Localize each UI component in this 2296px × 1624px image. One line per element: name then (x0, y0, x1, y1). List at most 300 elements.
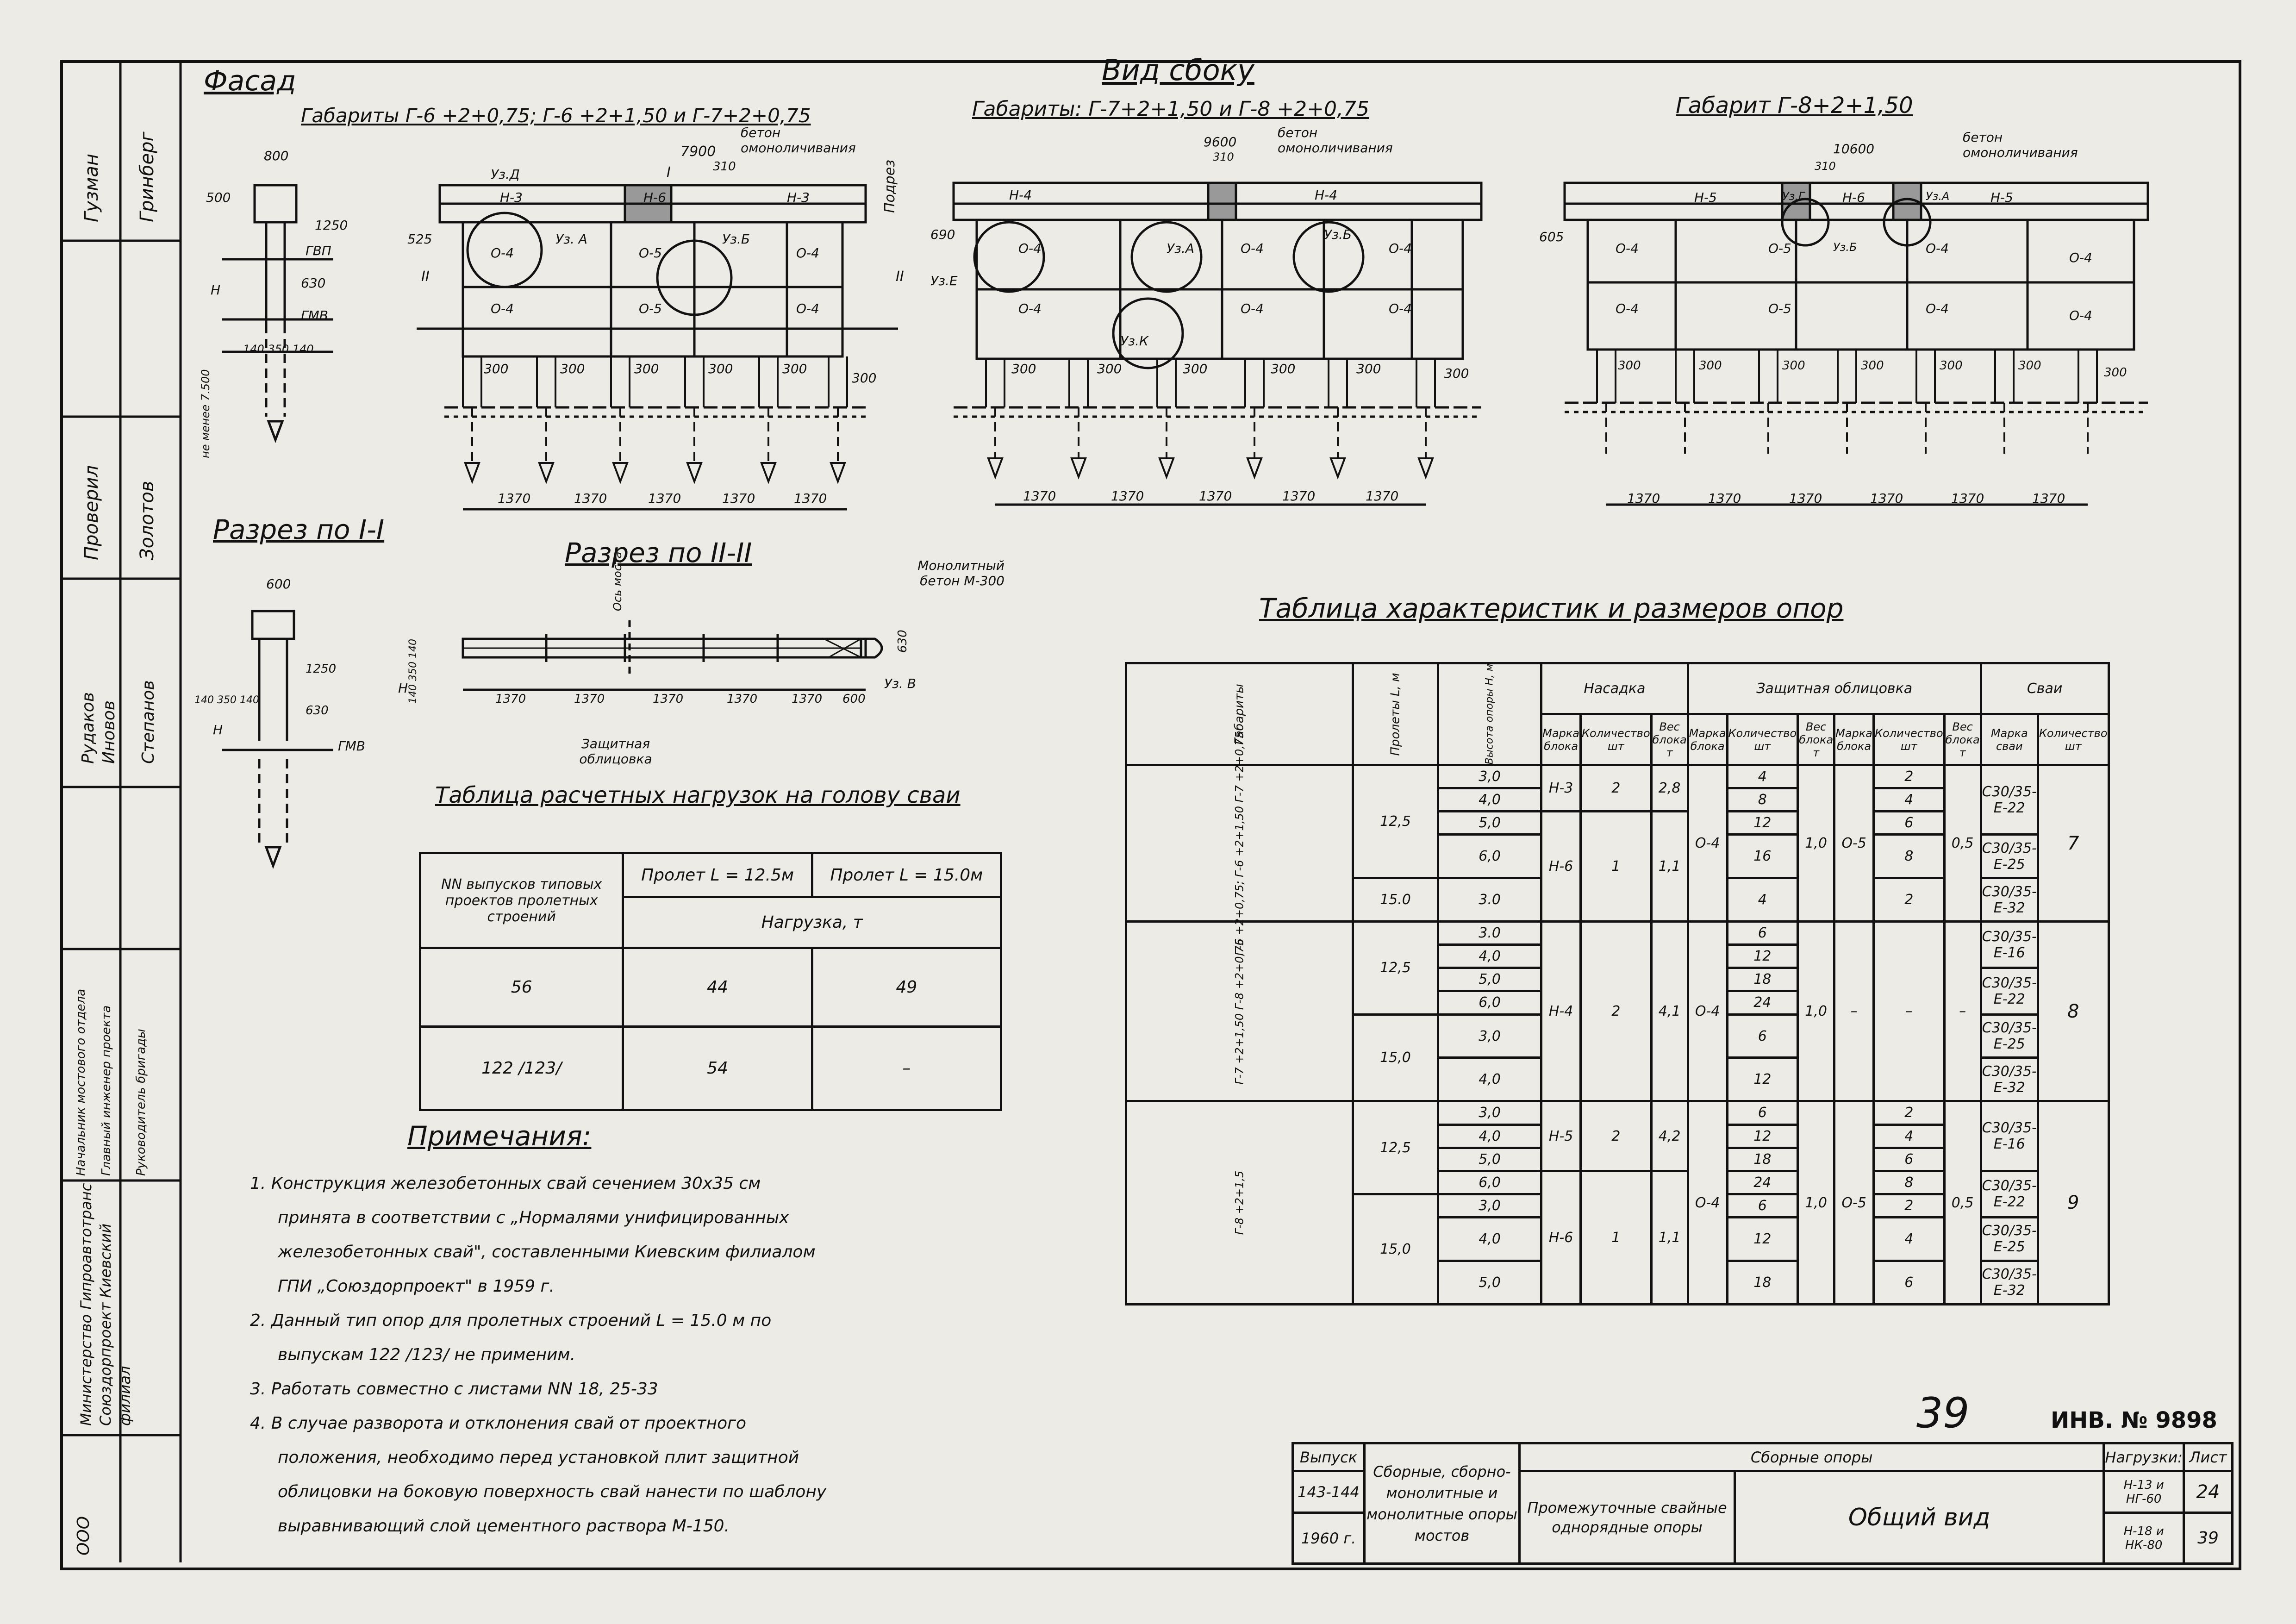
load-cell-l150: 49 (812, 948, 1001, 1027)
char-svai: С30/35-Е-32 (1981, 1058, 2038, 1101)
char-h-kol: Количество шт (1581, 714, 1652, 765)
vid-sboku-1370-2: 1370 (1111, 488, 1144, 504)
g8-300-5: 300 (1940, 359, 1963, 373)
vid-sboku-1370-1: 1370 (1023, 488, 1056, 504)
char-n-marka: Н-3 (1541, 765, 1581, 812)
char-n-kol: 2 (1581, 765, 1652, 812)
g8-dim-310: 310 (1815, 160, 1836, 173)
tb-collection: Сборные, сборно-монолитные и монолитные опоры мостов (1365, 1443, 1520, 1564)
fasad-title: Фасад (204, 65, 296, 97)
tb-vypusk: 143-144 (1293, 1471, 1365, 1513)
g8-n6: Н-6 (1842, 190, 1865, 205)
fasad-gabarity: Габариты Г-6 +2+0,75; Г-6 +2+1,50 и Г-7+2+0,75 (301, 104, 811, 127)
char-h-marka: Марка блока (1688, 714, 1727, 765)
note-line: принята в соответствии с „Нормалями унифицированных (278, 1208, 789, 1227)
char-L: 12,5 (1353, 765, 1438, 878)
vid-sboku-o4-4: О-4 (1018, 301, 1042, 316)
char-o-marka: О-4 (1688, 922, 1727, 1101)
char-o-kol: 12 (1727, 1058, 1798, 1101)
char-h-vysota: Высота опоры Н, м (1484, 663, 1496, 765)
char-svai: С30/35-Е-32 (1981, 878, 2038, 922)
g8-o4-6: О-4 (2069, 308, 2092, 323)
char-svai: С30/35-Е-32 (1981, 1261, 2038, 1304)
vid-sboku-o4-2: О-4 (1241, 241, 1264, 256)
razrez-ii-d630: 630 (896, 630, 910, 653)
char-p-marka: О-5 (1834, 1101, 1874, 1305)
table-row (1126, 1101, 2109, 1124)
char-h-ves: Вес блока т (1944, 714, 1981, 765)
razrez-ii-1370-1: 1370 (495, 692, 526, 706)
vid-sboku-o4-6: О-4 (1389, 301, 1412, 316)
char-n-marka: Н-6 (1541, 812, 1581, 922)
char-n-marka: Н-6 (1541, 1171, 1581, 1304)
char-o-kol: 6 (1727, 922, 1798, 945)
g8-o4-3: О-4 (2069, 250, 2092, 265)
razrez-ii-1370-2: 1370 (574, 692, 605, 706)
char-o-ves: 1,0 (1798, 1101, 1834, 1305)
char-p-kol: 8 (1874, 1171, 1945, 1194)
note-line: облицовки на боковую поверхность свай нанести по шаблону (278, 1482, 827, 1501)
char-table (1125, 662, 2110, 1305)
razrez-ii-left-dims: 140 350 140 (407, 639, 419, 704)
razrez-i-d600: 600 (266, 576, 291, 592)
vid-sboku-dim-300-1: 300 (1011, 361, 1036, 376)
side-d630: 630 (301, 275, 326, 291)
char-p-ves: 0,5 (1944, 765, 1981, 922)
note-line: 1. Конструкция железобетонных свай сечением 30х35 см (250, 1174, 761, 1193)
g8-o4-5: О-4 (1926, 301, 1949, 316)
razrez-ii-monolit: Монолитный бетон М-300 (917, 558, 1004, 588)
char-o-kol: 4 (1727, 878, 1798, 922)
vid-sboku-o4-1: О-4 (1018, 241, 1042, 256)
char-h-gabarity: Габариты (1232, 683, 1247, 745)
load-table (419, 852, 1002, 1111)
char-L: 12,5 (1353, 1101, 1438, 1194)
char-h-nasadka: Насадка (1541, 663, 1688, 714)
char-H: 5,0 (1438, 968, 1541, 991)
load-cell-l150: – (812, 1027, 1001, 1110)
load-cell-issue: 122 /123/ (420, 1027, 623, 1110)
fasad-uz-a: Уз. А (555, 231, 587, 247)
g8-1370-2: 1370 (1708, 491, 1741, 506)
fasad-dim-1370-1: 1370 (498, 491, 531, 506)
side-bottom-dims: 140 350 140 (243, 343, 314, 356)
char-p-kol: 6 (1874, 812, 1945, 835)
side-d800: 800 (264, 148, 289, 163)
g8-beton: бетон омоноличивания (1963, 130, 2078, 160)
g8-uz-a: Уз.А (1926, 190, 1950, 203)
char-H: 3.0 (1438, 922, 1541, 945)
stamp-org-text: Министерство Гипроавтотранс Союздорпроект Киевский филиал (77, 1183, 134, 1426)
char-p-kol: 2 (1874, 1101, 1945, 1124)
fasad-dim-7900: 7900 (680, 144, 716, 160)
vid-sboku-beton: бетон омоноличивания (1278, 125, 1393, 156)
g8-uz-g: Уз.Г (1782, 190, 1805, 203)
load-table-header-load: Нагрузка, т (623, 897, 1001, 948)
g8-title: Габарит Г-8+2+1,50 (1676, 93, 1913, 119)
fasad-block-n3-left: Н-3 (500, 190, 523, 205)
load-table-title: Таблица расчетных нагрузок на голову сваи (435, 782, 961, 808)
char-svai-kol: 7 (2038, 765, 2109, 922)
table-row (1126, 922, 2109, 945)
fasad-uz-d: Уз.Д (491, 167, 520, 182)
char-L: 15,0 (1353, 1194, 1438, 1304)
g8-1370-3: 1370 (1789, 491, 1822, 506)
stamp-name-grinberg: Гринберг (137, 131, 158, 222)
g8-1370-5: 1370 (1951, 491, 1984, 506)
char-h-prolety: Пролеты L, м (1388, 672, 1403, 756)
char-n-ves: 1,1 (1651, 812, 1688, 922)
char-o-kol: 4 (1727, 765, 1798, 788)
char-p-kol: 2 (1874, 765, 1945, 788)
g8-n5-1: Н-5 (1694, 190, 1717, 205)
tb-vypusk-label: Выпуск (1293, 1443, 1365, 1471)
char-o-ves: 1,0 (1798, 765, 1834, 922)
vid-sboku-uz-k: Уз.К (1120, 333, 1148, 349)
char-svai: С30/35-Е-25 (1981, 835, 2038, 878)
table-row (1126, 765, 2109, 788)
stamp-name-zolotov: Золотов (137, 481, 158, 560)
stamp-name-proveril: Проверил (81, 465, 102, 560)
char-p-ves: 0,5 (1944, 1101, 1981, 1305)
vid-sboku-title: Вид сбоку (1102, 53, 1254, 87)
fasad-dim-1370-5: 1370 (794, 491, 827, 506)
char-o-kol: 12 (1727, 1217, 1798, 1261)
razrez-ii-1370-3: 1370 (653, 692, 684, 706)
fasad-dim-1370-2: 1370 (574, 491, 607, 506)
char-H: 5,0 (1438, 1261, 1541, 1304)
tb-section: Сборные опоры (1520, 1443, 2104, 1471)
vid-sboku-1370-5: 1370 (1366, 488, 1399, 504)
fasad-block-o4-2: О-4 (796, 245, 819, 261)
char-H: 3,0 (1438, 1101, 1541, 1124)
stamp-role-1: Начальник мостового отдела (74, 988, 88, 1176)
char-o-kol: 18 (1727, 968, 1798, 991)
char-svai: С30/35-Е-16 (1981, 1101, 2038, 1171)
char-H: 3,0 (1438, 1194, 1541, 1217)
char-H: 5,0 (1438, 1148, 1541, 1171)
char-n-kol: 2 (1581, 922, 1652, 1101)
char-n-ves: 4,1 (1651, 922, 1688, 1101)
vid-sboku-dim-300-4: 300 (1271, 361, 1296, 376)
vid-sboku-n4-1: Н-4 (1009, 187, 1032, 203)
char-p-kol: 2 (1874, 878, 1945, 922)
g8-o4-1: О-4 (1616, 241, 1639, 256)
char-L: 15,0 (1353, 1014, 1438, 1101)
vid-sboku-1370-3: 1370 (1199, 488, 1232, 504)
side-d1250: 1250 (315, 218, 348, 233)
char-o-kol: 24 (1727, 1171, 1798, 1194)
razrez-i-d1250: 1250 (306, 662, 337, 676)
char-n-ves: 2,8 (1651, 765, 1688, 812)
side-gvp: ГВП (306, 243, 331, 258)
vid-sboku-uz-b: Уз.Б (1324, 227, 1352, 242)
char-H: 3,0 (1438, 765, 1541, 788)
vid-sboku-1370-4: 1370 (1282, 488, 1316, 504)
g8-300-3: 300 (1782, 359, 1805, 373)
g8-300-6: 300 (2018, 359, 2041, 373)
char-H: 3,0 (1438, 1014, 1541, 1058)
g8-uz-b: Уз.Б (1833, 241, 1857, 254)
char-H: 6,0 (1438, 991, 1541, 1014)
g8-o4-2: О-4 (1926, 241, 1949, 256)
char-p-kol: 4 (1874, 1217, 1945, 1261)
g8-300-7: 300 (2104, 366, 2127, 380)
table-row (420, 948, 1001, 1027)
vid-sboku-uz-e: Уз.Е (930, 273, 958, 288)
char-o-kol: 12 (1727, 1124, 1798, 1148)
stamp-role-3: Руководитель бригады (134, 1029, 148, 1176)
notes-list (250, 1167, 991, 1543)
char-p-ves: – (1944, 922, 1981, 1101)
razrez-ii-1370-4: 1370 (727, 692, 758, 706)
note-line: 3. Работать совместно с листами NN 18, 25-33 (250, 1380, 658, 1399)
char-n-kol: 1 (1581, 1171, 1652, 1304)
char-p-kol: 8 (1874, 835, 1945, 878)
char-svai: С30/35-Е-22 (1981, 1171, 2038, 1217)
side-ne-menee: не менее 7.500 (199, 369, 212, 458)
char-H: 3.0 (1438, 878, 1541, 922)
char-o-kol: 6 (1727, 1194, 1798, 1217)
fasad-block-o4-4: О-4 (796, 301, 819, 316)
g8-300-2: 300 (1699, 359, 1722, 373)
char-h-svai: Сваи (1981, 663, 2109, 714)
char-o-ves: 1,0 (1798, 922, 1834, 1101)
char-L: 12,5 (1353, 922, 1438, 1014)
fasad-sec-i: I (667, 164, 671, 181)
fasad-block-n6: Н-6 (643, 190, 666, 205)
tb-loads-label: Нагрузки: (2104, 1443, 2184, 1471)
fasad-pile-300-5: 300 (782, 361, 807, 376)
razrez-i-d630: 630 (306, 704, 329, 718)
char-svai: С30/35-Е-16 (1981, 922, 2038, 968)
fasad-block-o5-1: О-5 (639, 245, 662, 261)
char-h-oblicovka: Защитная облицовка (1688, 663, 1981, 714)
tb-list-label: Лист (2184, 1443, 2233, 1471)
tb-loads1: Н-13 и НГ-60 (2104, 1471, 2184, 1513)
razrez-ii-zashchitnaya: Защитная облицовка (579, 736, 652, 767)
g8-o4-4: О-4 (1616, 301, 1639, 316)
char-n-kol: 2 (1581, 1101, 1652, 1171)
char-H: 4,0 (1438, 788, 1541, 812)
char-H: 6,0 (1438, 1171, 1541, 1194)
char-h-ves: Вес блока т (1651, 714, 1688, 765)
vid-sboku-dim-310: 310 (1213, 150, 1234, 163)
inventory-number: ИНВ. № 9898 (2051, 1407, 2217, 1433)
g8-o5-2: О-5 (1768, 301, 1791, 316)
vid-sboku-uz-a: Уз.А (1167, 241, 1195, 256)
razrez-ii-title: Разрез по II-II (565, 537, 752, 568)
g8-300-1: 300 (1618, 359, 1641, 373)
char-p-marka: – (1834, 922, 1874, 1101)
fasad-sec-ii-right: II (896, 269, 904, 285)
char-gabarit: Г-6 +2+0,75; Г-6 +2+1,50 Г-7 +2+0,75 (1233, 731, 1246, 956)
char-h-kol-svai: Количество шт (2038, 714, 2109, 765)
char-p-kol: 2 (1874, 1194, 1945, 1217)
char-n-marka: Н-4 (1541, 922, 1581, 1101)
char-o-kol: 24 (1727, 991, 1798, 1014)
load-table-header-span1: Пролет L = 12.5м (623, 853, 812, 897)
stamp-name-inovov: Иновов (100, 700, 119, 764)
razrez-i-gmv: ГМВ (338, 738, 365, 754)
char-L: 15.0 (1353, 878, 1438, 922)
fasad-pile-300-1: 300 (484, 361, 509, 376)
char-gabarit: Г-8 +2+1,5 (1233, 1170, 1246, 1235)
char-p-kol: 6 (1874, 1148, 1945, 1171)
char-table-title: Таблица характеристик и размеров опор (1259, 593, 1844, 624)
char-H: 4,0 (1438, 945, 1541, 968)
tb-subsection: Промежуточные свайные однорядные опоры (1520, 1471, 1735, 1564)
fasad-pile-300-3: 300 (634, 361, 659, 376)
note-line: положения, необходимо перед установкой плит защитной (278, 1448, 799, 1467)
char-H: 5,0 (1438, 812, 1541, 835)
char-p-kol: 6 (1874, 1261, 1945, 1304)
stamp-org (76, 1167, 135, 1426)
char-o-marka: О-4 (1688, 765, 1727, 922)
note-line: 4. В случае разворота и отклонения свай от проектного (250, 1414, 747, 1433)
char-h-marka-svai: Марка сваи (1981, 714, 2038, 765)
note-line: выравнивающий слой цементного раствора М-150. (278, 1517, 730, 1536)
char-p-kol: 4 (1874, 1124, 1945, 1148)
fasad-sec-ii-left: II (421, 269, 430, 285)
char-svai: С30/35-Е-22 (1981, 765, 2038, 835)
char-p-kol: 4 (1874, 788, 1945, 812)
load-cell-l125: 54 (623, 1027, 812, 1110)
char-o-kol: 12 (1727, 945, 1798, 968)
fasad-dim-310: 310 (713, 160, 736, 174)
vid-sboku-o4-3: О-4 (1389, 241, 1412, 256)
char-svai: С30/35-Е-25 (1981, 1014, 2038, 1058)
char-svai-kol: 9 (2038, 1101, 2109, 1305)
char-o-kol: 6 (1727, 1014, 1798, 1058)
table-row (420, 1027, 1001, 1110)
razrez-i-h: Н (213, 722, 223, 737)
vid-sboku-dim-300-3: 300 (1183, 361, 1208, 376)
load-table-header-issues: NN выпусков типовых проектов пролетных строений (420, 853, 623, 948)
razrez-i-title: Разрез по I-I (213, 514, 385, 545)
g8-1370-1: 1370 (1627, 491, 1660, 506)
char-o-kol: 8 (1727, 788, 1798, 812)
char-n-ves: 1,1 (1651, 1171, 1688, 1304)
vid-sboku-dim-300-6: 300 (1444, 366, 1469, 381)
vid-sboku-n4-2: Н-4 (1315, 187, 1337, 203)
fasad-pile-300-2: 300 (560, 361, 585, 376)
razrez-ii-uz-v: Уз. В (884, 676, 916, 691)
char-p-marka: О-5 (1834, 765, 1874, 922)
char-svai: С30/35-Е-22 (1981, 968, 2038, 1014)
char-p-kol: – (1874, 922, 1945, 1101)
g8-1370-4: 1370 (1870, 491, 1903, 506)
fasad-podrez: Подрез (882, 159, 898, 213)
tb-year: 1960 г. (1293, 1513, 1365, 1564)
g8-n5-2: Н-5 (1990, 190, 2013, 205)
note-line: выпускам 122 /123/ не применим. (278, 1345, 576, 1364)
char-o-marka: О-4 (1688, 1101, 1727, 1305)
char-H: 4,0 (1438, 1124, 1541, 1148)
fasad-block-o4-3: О-4 (491, 301, 514, 316)
char-H: 6,0 (1438, 835, 1541, 878)
side-h: Н (211, 282, 221, 298)
char-h-marka: Марка блока (1541, 714, 1581, 765)
char-h-kol: Количество шт (1727, 714, 1798, 765)
tb-name: Общий вид (1735, 1471, 2104, 1564)
char-h-marka: Марка блока (1834, 714, 1874, 765)
char-o-kol: 18 (1727, 1261, 1798, 1304)
vid-sboku-o4-5: О-4 (1241, 301, 1264, 316)
load-cell-issue: 56 (420, 948, 623, 1027)
vid-sboku-dim-300-5: 300 (1356, 361, 1381, 376)
char-n-ves: 4,2 (1651, 1101, 1688, 1171)
tb-loads2: Н-18 и НК-80 (2104, 1513, 2184, 1564)
fasad-pile-300-4: 300 (708, 361, 733, 376)
char-svai: С30/35-Е-25 (1981, 1217, 2038, 1261)
stamp-name-guzman: Гузман (81, 153, 102, 222)
fasad-dim-1370-3: 1370 (648, 491, 681, 506)
char-o-kol: 12 (1727, 812, 1798, 835)
char-o-kol: 6 (1727, 1101, 1798, 1124)
fasad-beton-label: бетон омоноличивания (741, 125, 856, 156)
razrez-i-dims: 140 350 140 (194, 694, 259, 706)
razrez-ii-1370-5: 1370 (792, 692, 823, 706)
vid-sboku-dim-300-2: 300 (1097, 361, 1122, 376)
stamp-code: ООО (74, 1516, 93, 1555)
load-table-header-span2: Пролет L = 15.0м (812, 853, 1001, 897)
g8-o5-1: О-5 (1768, 241, 1791, 256)
g8-300-4: 300 (1861, 359, 1884, 373)
note-line: 2. Данный тип опор для пролетных строений L = 15.0 м по (250, 1311, 772, 1330)
char-o-kol: 18 (1727, 1148, 1798, 1171)
vid-sboku-gabarity: Габариты: Г-7+2+1,50 и Г-8 +2+0,75 (972, 97, 1369, 121)
fasad-block-o4-1: О-4 (491, 245, 514, 261)
char-h-ves: Вес блока т (1798, 714, 1834, 765)
fasad-dim-525: 525 (407, 231, 432, 247)
razrez-ii-os-mosta: Ось моста (611, 551, 624, 611)
char-gabarit: Г-7 +2+1,50 Г-8 +2+0,75 (1233, 938, 1246, 1085)
char-H: 4,0 (1438, 1217, 1541, 1261)
g8-1370-6: 1370 (2032, 491, 2065, 506)
note-line: железобетонных свай", составленными Киевским филиалом (278, 1243, 816, 1262)
fasad-block-o5-2: О-5 (639, 301, 662, 316)
stamp-role-2: Главный инженер проекта (100, 1005, 113, 1176)
stamp-name-stepanov: Степанов (139, 680, 158, 764)
vid-sboku-dim-690: 690 (930, 227, 955, 242)
char-n-marka: Н-5 (1541, 1101, 1581, 1171)
note-line: ГПИ „Союздорпроект" в 1959 г. (278, 1277, 555, 1296)
fasad-pile-300-6: 300 (852, 370, 877, 386)
sheet-number: 39 (1916, 1389, 1970, 1437)
load-cell-l125: 44 (623, 948, 812, 1027)
char-svai-kol: 8 (2038, 922, 2109, 1101)
g8-dim-605: 605 (1539, 229, 1564, 244)
tb-list-no: 24 (2184, 1471, 2233, 1513)
side-gmv: ГМВ (301, 308, 328, 323)
g8-dim-10600: 10600 (1833, 141, 1875, 156)
char-H: 4,0 (1438, 1058, 1541, 1101)
char-h-kol: Количество шт (1874, 714, 1945, 765)
razrez-ii-d600: 600 (842, 692, 866, 706)
char-o-kol: 16 (1727, 835, 1798, 878)
fasad-dim-1370-4: 1370 (722, 491, 755, 506)
vid-sboku-dim-9600: 9600 (1204, 134, 1237, 150)
tb-corner-no: 39 (2184, 1513, 2233, 1564)
fasad-uz-b: Уз.Б (722, 231, 750, 247)
side-d500: 500 (206, 190, 231, 205)
fasad-block-n3-right: Н-3 (787, 190, 810, 205)
stamp-name-rudakov: Рудаков (79, 692, 98, 764)
razrez-ii-h: Н (398, 681, 408, 696)
title-block (1292, 1442, 2234, 1565)
notes-title: Примечания: (407, 1120, 592, 1152)
